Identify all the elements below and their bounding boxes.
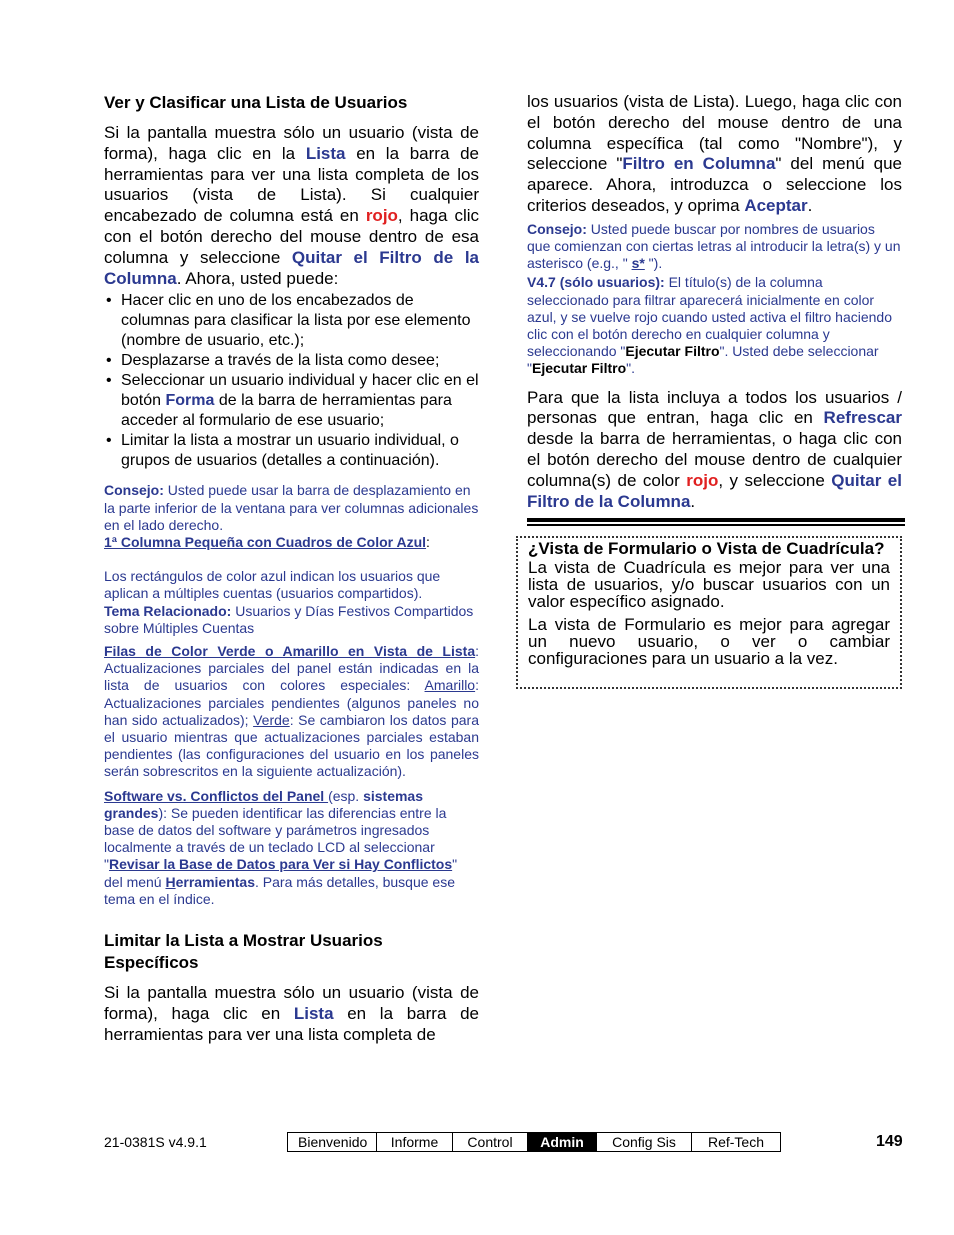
- text: Usted puede buscar por nombres de usuarios que comienzan con ciertas letras al introducir la letra(s) y un asterisco (e.g., ": [527, 220, 901, 272]
- section-heading-limit-list: Limitar la Lista a Mostrar Usuarios Específicos: [104, 931, 383, 973]
- section-divider-thin: [527, 524, 905, 526]
- text: . Para más detalles, busque ese tema en el índice.: [104, 873, 456, 907]
- lista-keyword: Lista: [305, 143, 346, 163]
- lista-keyword: Lista: [293, 1003, 334, 1023]
- tab-bienvenido[interactable]: Bienvenido: [288, 1133, 377, 1151]
- text: ". Usted debe seleccionar ": [527, 343, 879, 377]
- text: " del menú: [104, 856, 458, 890]
- text: : Actualizaciones parciales pendientes (algunos paneles no han sido actualizados);: [104, 677, 479, 728]
- section-nav-bar: [287, 1132, 781, 1152]
- text: en la barra de herramientas para ver una lista completa de: [104, 1003, 479, 1044]
- verde-term: Verde: [253, 711, 290, 728]
- text: desde la barra de herramientas, o haga clic con el botón derecho del mouse dentro de cualquier columna(s) de color: [527, 429, 902, 490]
- text: los usuarios (vista de Lista). Luego, haga clic con el botón derecho del mouse dentro de una columna específica (tal como "Nombre"), y seleccione ": [527, 92, 902, 174]
- tip-colored-rows: [104, 643, 479, 781]
- tip-label: Consejo:: [527, 220, 587, 237]
- link-check-database[interactable]: Revisar la Base de Datos para Ver si Hay Conflictos: [108, 856, 453, 873]
- list-item: • Desplazarse a través de la lista como desee;: [104, 351, 479, 371]
- text: Si la pantalla muestra sólo un usuario (vista de forma), haga clic en: [104, 983, 479, 1023]
- filter-column-keyword: Filtro en Columna: [622, 154, 776, 174]
- text: : Actualizaciones parciales del panel están indicadas en la lista de usuarios con colores especiales:: [104, 643, 479, 694]
- text: ): Se pueden identificar las diferencias entre la base de datos del software y parámetros ingresados localmente a través de un teclado LCD al seleccionar ": [104, 804, 447, 873]
- rojo-keyword: rojo: [365, 206, 398, 226]
- refresh-keyword: Refrescar: [823, 408, 902, 428]
- tab-informe[interactable]: Informe: [377, 1133, 453, 1151]
- version-label: V4.7 (sólo usuarios):: [527, 274, 665, 291]
- form-vs-grid-callout: [516, 536, 902, 689]
- link-software-conflicts[interactable]: Software vs. Conflictos del Panel: [104, 787, 329, 804]
- text: Usted puede usar la barra de desplazamiento en la parte inferior de la ventana para ver columnas adicionales en el lado derecho.: [104, 482, 479, 533]
- text: Seleccionar un usuario individual y hacer clic en el botón: [121, 372, 479, 410]
- text: :: [426, 533, 430, 550]
- tip-shared-users: [104, 568, 479, 637]
- link-blue-boxes-column[interactable]: 1ª Columna Pequeña con Cuadros de Color Azul: [104, 533, 427, 550]
- remove-filter-keyword: Quitar el Filtro de la Columna: [527, 470, 902, 511]
- text: en la barra de herramientas para ver una lista completa de los usuarios (vista de Lista). Si cualquier encabezado de columna está en: [104, 143, 479, 226]
- text: de la barra de herramientas para acceder al formulario de ese usuario;: [121, 392, 452, 430]
- text: .: [690, 491, 696, 511]
- callout-grid-text: La vista de Cuadrícula es mejor para ver una lista de usuarios, y/o buscar usuarios con un valor específico asignado.: [528, 558, 890, 611]
- callout-title: ¿Vista de Formulario o Vista de Cuadrícula?: [528, 539, 885, 558]
- tip-scrollbar: [104, 482, 479, 551]
- asterisk-example: s*: [631, 255, 645, 272]
- forma-keyword: Forma: [165, 392, 215, 410]
- text: , y seleccione: [718, 470, 832, 490]
- rojo-keyword: rojo: [686, 470, 719, 490]
- refresh-paragraph: [527, 388, 902, 513]
- section-heading-view-sort: Ver y Clasificar una Lista de Usuarios: [104, 93, 408, 112]
- tip-v47-users: [527, 274, 902, 377]
- menu-name: erramientas: [175, 873, 255, 890]
- options-list: [104, 291, 479, 471]
- amarillo-term: Amarillo: [424, 677, 476, 694]
- tab-admin[interactable]: Admin: [528, 1133, 597, 1151]
- filter-paragraph: [527, 92, 902, 217]
- tab-ref-tech[interactable]: Ref-Tech: [707, 1134, 765, 1150]
- limit-paragraph: [104, 983, 479, 1045]
- text: " del menú que aparece. Ahora, introduzca o seleccione los criterios deseados, y oprima: [527, 154, 902, 215]
- large-systems-term: sistemas grandes: [104, 787, 424, 821]
- menu-hotkey: H: [165, 873, 176, 890]
- text: El título(s) de la columna seleccionado para filtrar aparecerá inicialmente en color azul, y se vuelve rojo cuando usted activa el filtro haciendo clic con el botón derecho en cualquier columna y seleccionando ": [527, 274, 892, 360]
- list-item: • Limitar la lista a mostrar un usuario individual, o grupos de usuarios (detalles a continuación).: [104, 431, 479, 471]
- related-label: Tema Relacionado:: [104, 602, 232, 619]
- document-code: 21-0381S v4.9.1: [104, 1134, 207, 1150]
- text: Si la pantalla muestra sólo un usuario (vista de forma), haga clic en la: [104, 123, 479, 163]
- text: Usuarios y Días Festivos Compartidos sobre Múltiples Cuentas: [104, 602, 474, 636]
- accept-keyword: Aceptar: [744, 195, 808, 215]
- section-divider-thick: [527, 518, 905, 522]
- intro-paragraph: [104, 123, 479, 289]
- remove-filter-keyword: Quitar el Filtro de la Columna: [104, 247, 479, 288]
- text: , haga clic con el botón derecho del mouse dentro de esa columna y seleccione: [104, 206, 479, 267]
- right-column: [527, 92, 902, 512]
- text: : Se cambiaron los datos para el usuario mientras que actualizaciones parciales estaban pendientes (las configuraciones del usuario en los paneles serán sobrescritos en la siguiente actualización).: [104, 711, 479, 780]
- tab-control[interactable]: Control: [453, 1133, 528, 1151]
- text: .: [807, 195, 813, 215]
- text: (esp.: [328, 787, 364, 804]
- text: Para que la lista incluya a todos los usuarios / personas que entran, haga clic en: [527, 387, 902, 428]
- page-number: 149: [876, 1133, 903, 1150]
- text: ".: [626, 360, 635, 377]
- tip-label: Consejo:: [104, 482, 164, 499]
- tab-config-sis[interactable]: Config Sis: [597, 1133, 692, 1151]
- callout-form-text: La vista de Formulario es mejor para agregar un nuevo usuario, o ver o cambiar configuraciones para un usuario a la vez.: [528, 615, 890, 668]
- list-item: • Hacer clic en uno de los encabezados de columnas para clasificar la lista por ese elemento (nombre de usuario, etc.);: [104, 291, 479, 351]
- text: Los rectángulos de color azul indican los usuarios que aplican a múltiples cuentas (usuarios compartidos).: [104, 568, 441, 602]
- text: . Ahora, usted puede:: [176, 268, 339, 288]
- run-filter-term: Ejecutar Filtro: [625, 343, 720, 360]
- tip-asterisk-search: [527, 221, 902, 273]
- run-filter-term: Ejecutar Filtro: [531, 360, 627, 377]
- left-column: [104, 92, 479, 1045]
- list-item: [104, 371, 479, 431]
- text: ").: [644, 255, 663, 272]
- link-colored-rows[interactable]: Filas de Color Verde o Amarillo en Vista de Lista: [104, 643, 476, 659]
- tip-software-conflicts: [104, 788, 479, 908]
